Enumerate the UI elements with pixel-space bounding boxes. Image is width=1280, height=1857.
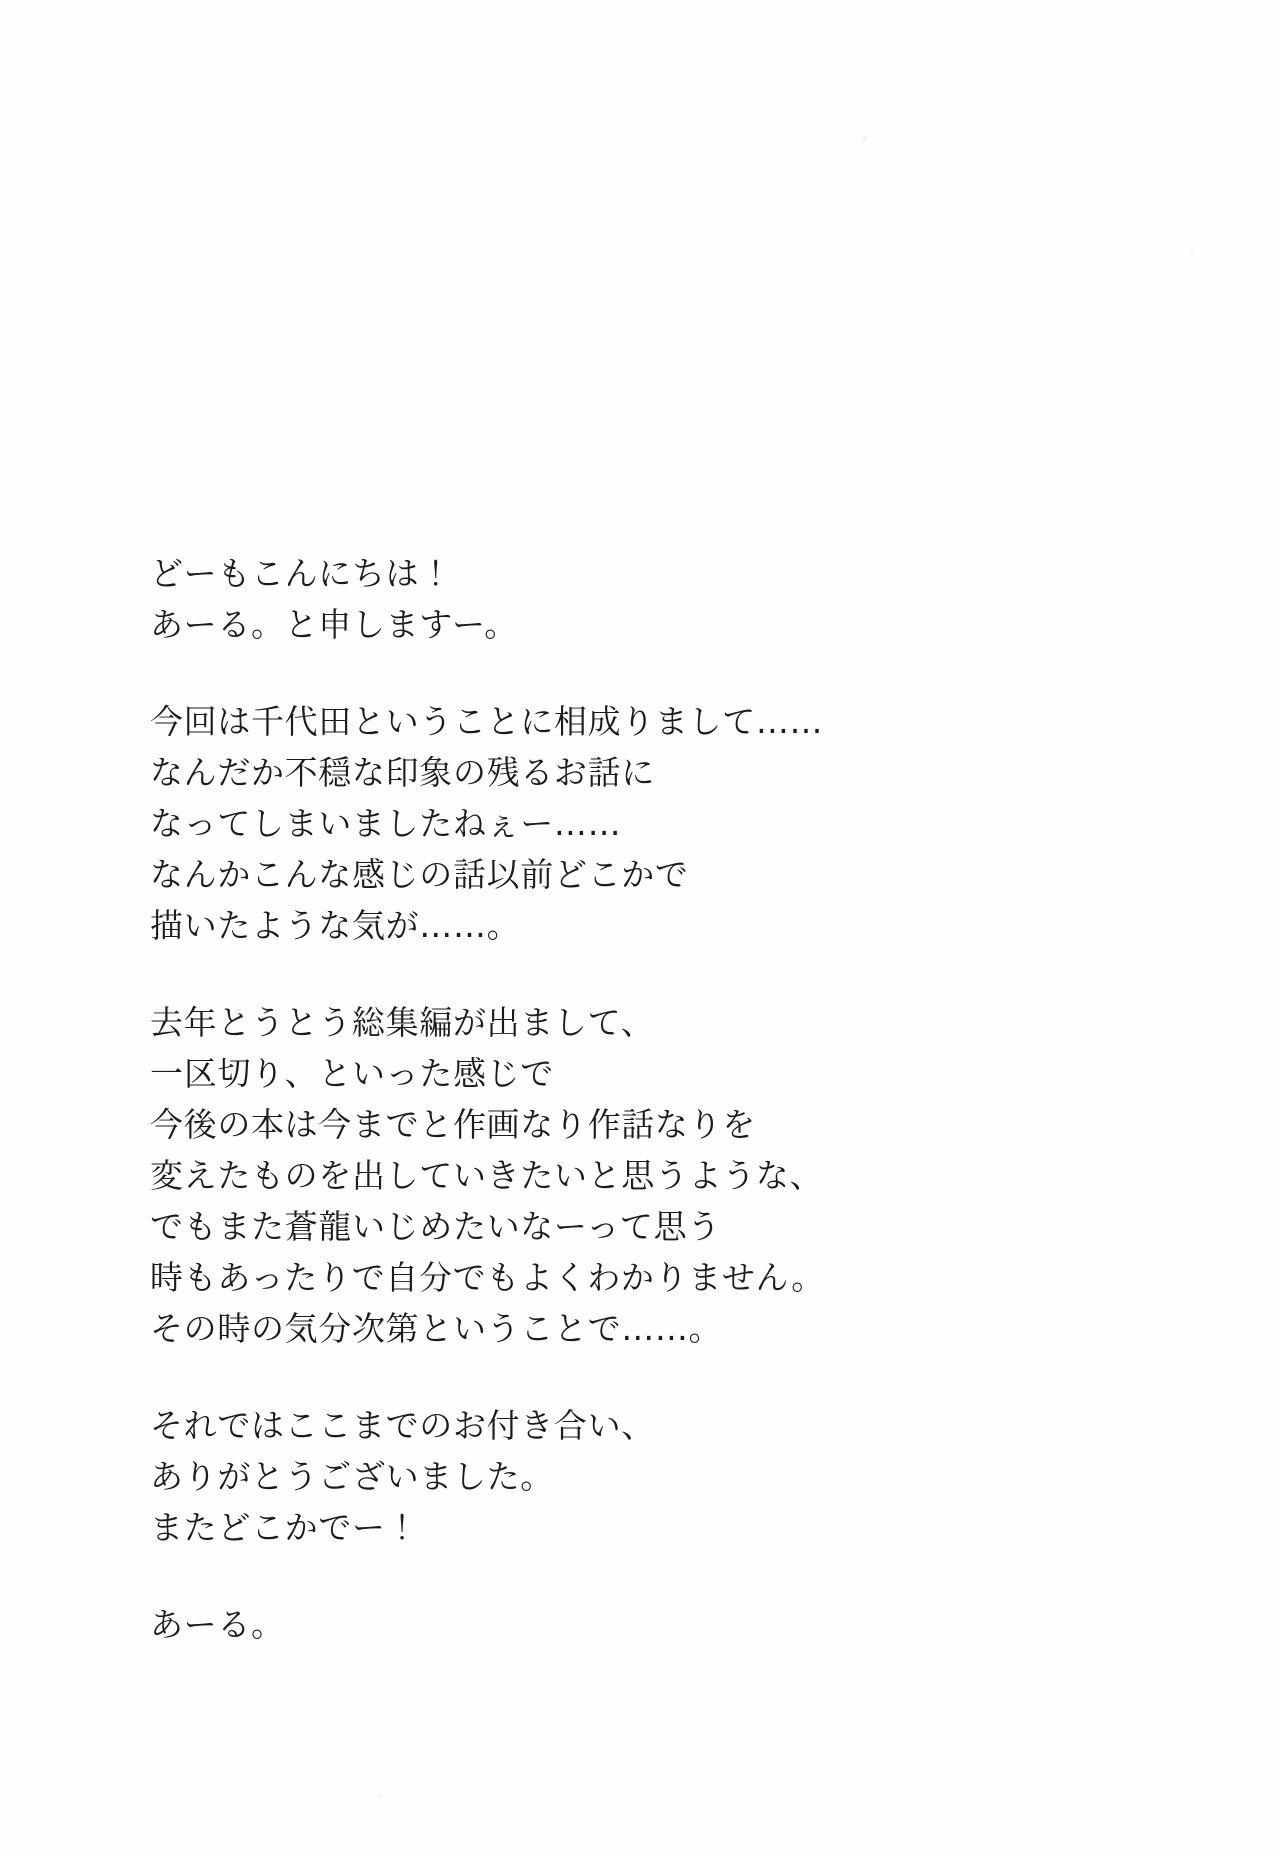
author-signature: あーる。 <box>150 1605 285 1644</box>
paragraph-greeting <box>150 548 1050 650</box>
text-line: 描いたような気が……。 <box>150 906 521 945</box>
text-line: その時の気分次第ということで……。 <box>150 1309 723 1348</box>
text-line: なんだか不穏な印象の残るお話に <box>150 753 655 792</box>
paper-speck-icon <box>377 1795 381 1798</box>
afterword-text-block <box>150 548 1050 1650</box>
text-line: 時もあったりで自分でもよくわかりません。 <box>150 1258 825 1297</box>
paragraph-signature <box>150 1599 1050 1650</box>
paper-speck-icon <box>1190 249 1194 253</box>
paragraph-last-year-omnibus <box>150 997 1050 1354</box>
text-line: なってしまいましたねぇー…… <box>150 804 622 843</box>
text-line: 今回は千代田ということに相成りまして…… <box>150 702 824 741</box>
text-line: それではここまでのお付き合い、 <box>150 1406 655 1445</box>
paragraph-closing-thanks <box>150 1400 1050 1553</box>
text-line: どーもこんにちは！ <box>150 554 453 593</box>
text-line: ありがとうございました。 <box>150 1457 554 1496</box>
text-line: 一区切り、といった感じで <box>150 1054 554 1093</box>
paper-speck-icon <box>862 137 867 141</box>
text-line: 今後の本は今までと作画なり作話なりを <box>150 1105 756 1144</box>
text-line: 去年とうとう総集編が出まして、 <box>150 1003 655 1042</box>
text-line: でもまた蒼龍いじめたいなーって思う <box>150 1207 721 1246</box>
text-line: あーる。と申しますー。 <box>150 605 518 644</box>
text-line: 変えたものを出していきたいと思うような、 <box>150 1156 824 1195</box>
text-line: またどこかでー！ <box>150 1508 420 1547</box>
paragraph-about-this-work <box>150 696 1050 951</box>
text-line: なんかこんな感じの話以前どこかで <box>150 855 689 894</box>
